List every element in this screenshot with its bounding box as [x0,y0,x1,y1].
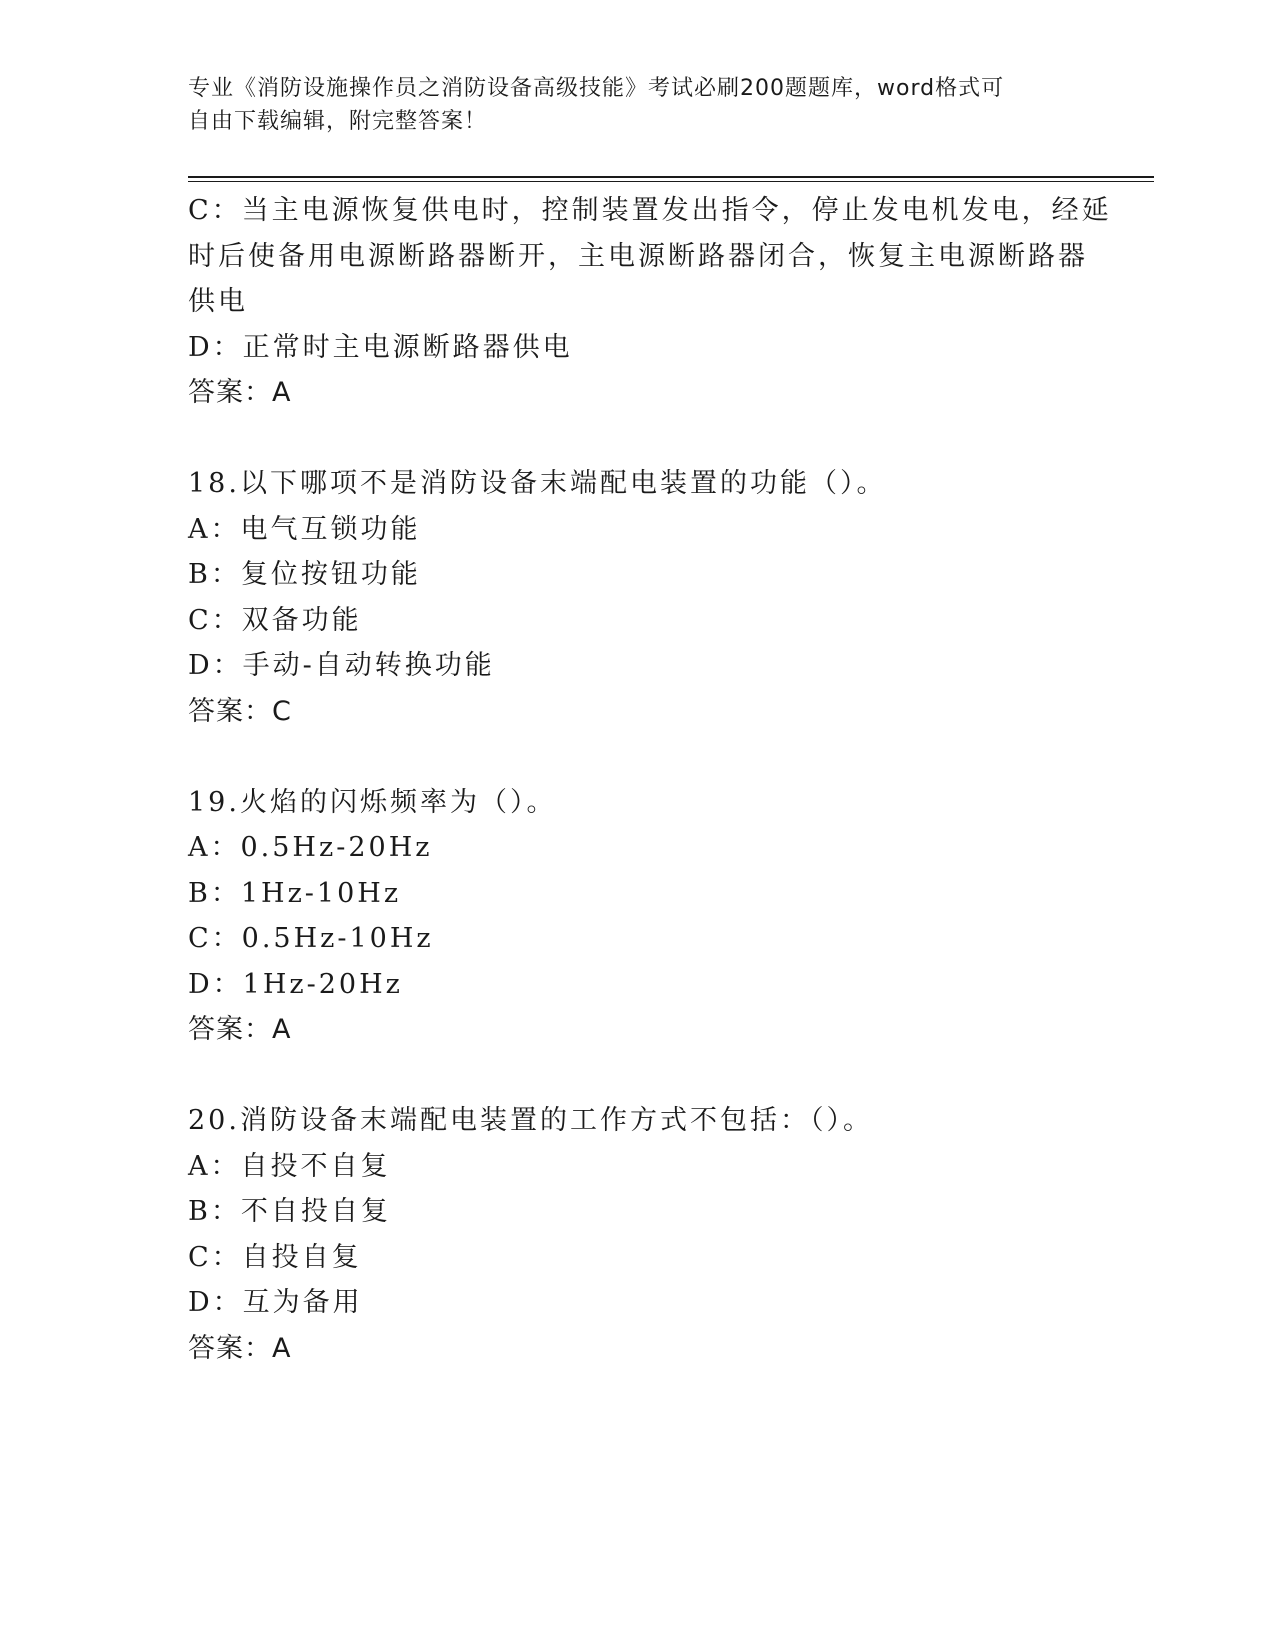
question-stem: 20.消防设备末端配电装置的工作方式不包括：（）。 [188,1105,873,1136]
option-c: C：自投自复 [188,1241,362,1273]
option-c-line-2: 时后使备用电源断路器断开，主电源断路器闭合，恢复主电源断路器 [188,240,1088,272]
option-d: D：正常时主电源断路器供电 [188,331,573,363]
option-a: A：自投不自复 [188,1150,391,1182]
answer: 答案：A [188,1332,292,1364]
option-d: D：手动-自动转换功能 [188,650,495,681]
option-b: B：1Hz-10Hz [188,877,402,909]
spacer [188,416,1088,462]
question-stem: 18.以下哪项不是消防设备末端配电装置的功能（）。 [188,468,887,499]
option-b: B：不自投自复 [188,1196,391,1227]
option-d: D：1Hz-20Hz [188,968,403,1000]
option-b: B：复位按钮功能 [188,559,421,590]
question-17-continued [188,188,1112,416]
header-line-1: 专业《消防设施操作员之消防设备高级技能》考试必刷200题题库，word格式可 [188,76,1005,101]
question-18 [188,461,1088,734]
option-c-line-1: C：当主电源恢复供电时，控制装置发出指令，停止发电机发电，经延 [188,195,1112,226]
option-c-line-3: 供电 [188,286,248,317]
option-a: A：电气互锁功能 [188,513,421,545]
document-body [188,188,1112,1371]
header-divider-thick [188,176,1154,178]
question-stem: 19.火焰的闪烁频率为（）。 [188,786,557,818]
option-d: D：互为备用 [188,1287,363,1318]
spacer [188,734,1088,780]
header-divider-thin [188,181,1154,182]
header-line-2: 自由下载编辑，附完整答案！ [188,109,488,134]
page-header [188,72,1088,138]
option-a: A：0.5Hz-20Hz [188,832,433,863]
option-c: C：0.5Hz-10Hz [188,923,434,954]
answer: 答案：C [188,695,292,727]
option-c: C：双备功能 [188,604,362,636]
question-19 [188,780,1088,1053]
question-20 [188,1098,1088,1371]
answer: 答案：A [188,1014,292,1045]
spacer [188,1053,1088,1099]
answer: 答案：A [188,377,292,408]
